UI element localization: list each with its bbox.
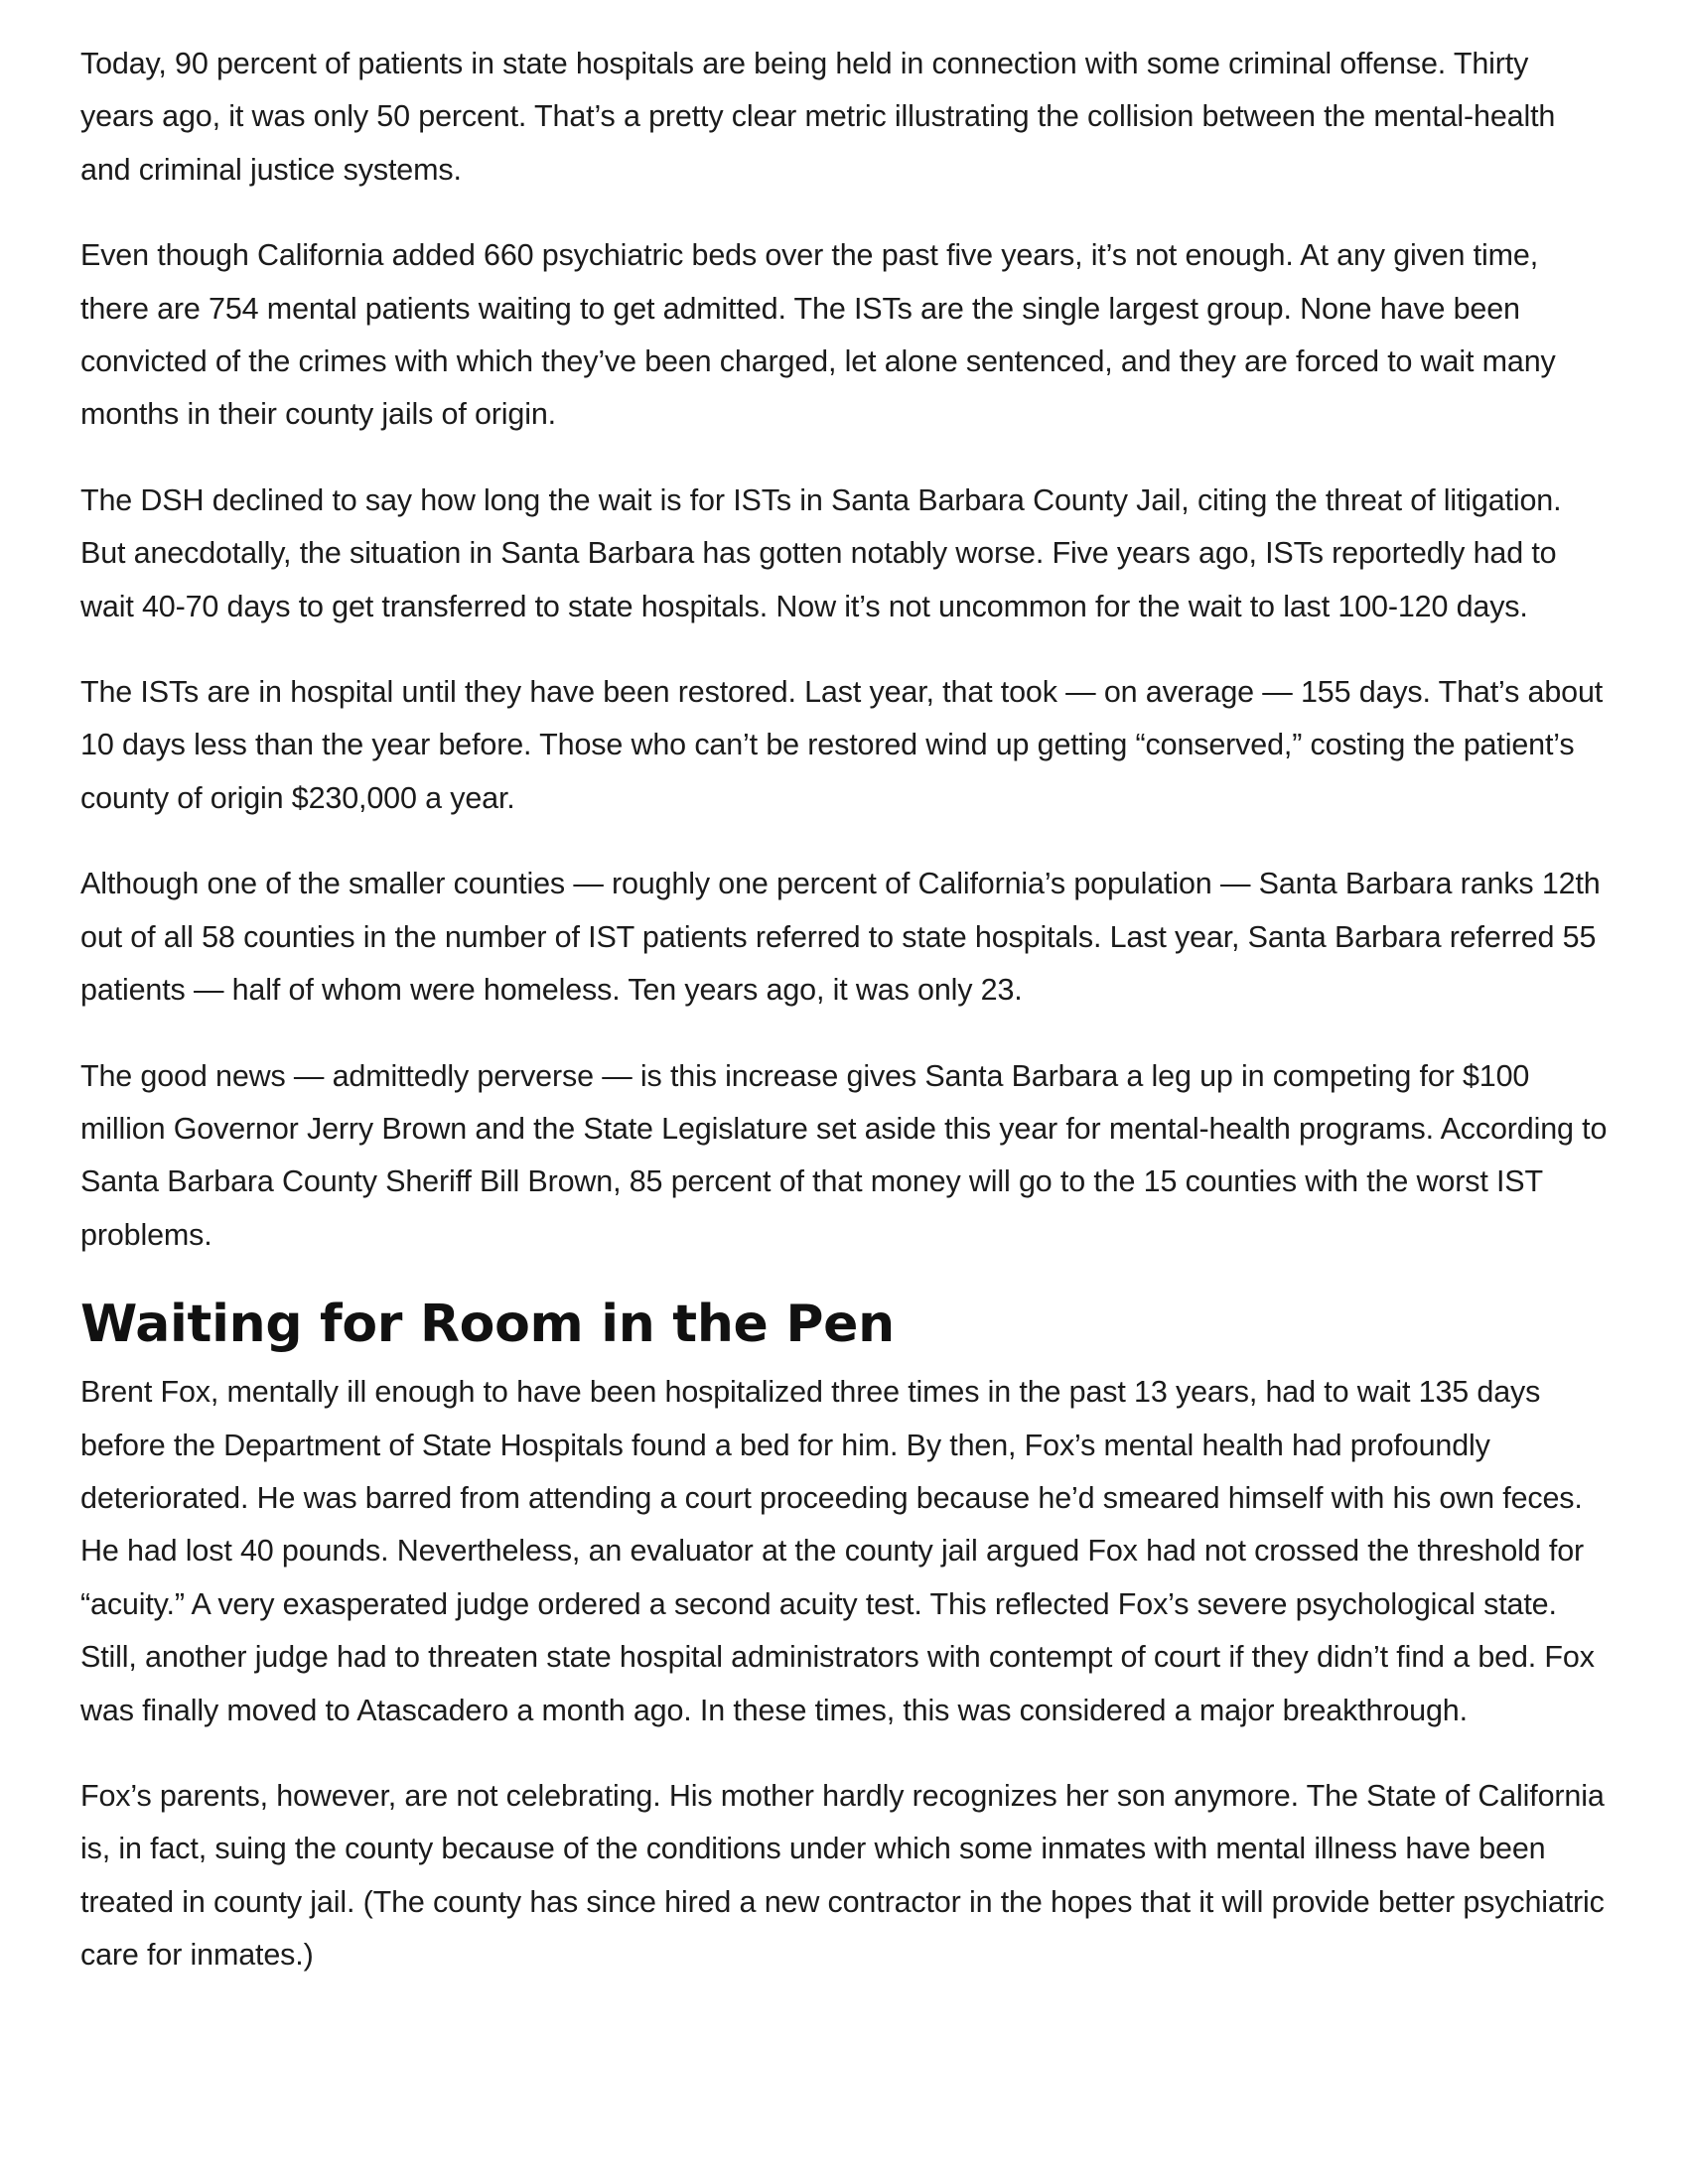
paragraph-dsh-wait-times: The DSH declined to say how long the wait is for ISTs in Santa Barbara County Jail, citing the threat of litigation. But anecdotally, the situation in Santa Barbara has gotten notably worse. Five years ago, ISTs reportedly had to wait 40-70 days to get transferred to state hospitals. Now it’s not uncommon for the wait to last 100-120 days. — [80, 482, 1562, 623]
paragraph-funding-news: The good news — admittedly perverse — is this increase gives Santa Barbara a leg up in competing for $100 million Governor Jerry Brown and the State Legislature set aside this year for mental-health programs. According to Santa Barbara County Sheriff Bill Brown, 85 percent of that money will go to the 15 counties with the worst IST problems. — [80, 1058, 1608, 1252]
paragraph-restoration-time: The ISTs are in hospital until they have been restored. Last year, that took — on average — 155 days. That’s about 10 days less than the year before. Those who can’t be restored wind up getting “conserved,” costing the patient’s county of origin $230,000 a year. — [80, 675, 1604, 815]
paragraph-fox-parents: Fox’s parents, however, are not celebrating. His mother hardly recognizes her son anymore. The State of California is, in fact, suing the county because of the conditions under which some inmates with mental illness have been treated in county jail. (The county has since hired a new contractor in the hopes that it will provide better psychiatric care for inmates.) — [80, 1778, 1605, 1973]
paragraph-county-ranking: Although one of the smaller counties — roughly one percent of California’s population — Santa Barbara ranks 12th out of all 58 counties in the number of IST patients referred to state hospitals. Last year, Santa Barbara referred 55 patients — half of whom were homeless. Ten years ago, it was only 23. — [80, 867, 1601, 1008]
paragraph-brent-fox: Brent Fox, mentally ill enough to have been hospitalized three times in the past 13 years, had to wait 135 days before the Department of State Hospitals found a bed for him. By then, Fox’s mental health had profoundly deteriorated. He was barred from attending a court proceeding because he’d smeared himself with his own feces. He had lost 40 pounds. Nevertheless, an evaluator at the county jail argued Fox had not crossed the threshold for “acuity.” A very exasperated judge ordered a second acuity test. This reflected Fox’s severe psychological state. Still, another judge had to threaten state hospital administrators with contempt of court if they didn’t find a bed. Fox was finally moved to Atascadero a month ago. In these times, this was considered a major breakthrough. — [80, 1375, 1595, 1727]
paragraph-psychiatric-beds: Even though California added 660 psychiatric beds over the past five years, it’s not enough. At any given time, there are 754 mental patients waiting to get admitted. The ISTs are the single largest group. None have been convicted of the crimes with which they’ve been charged, let alone sentenced, and they are forced to wait many months in their county jails of origin. — [80, 238, 1556, 432]
section-heading: Waiting for Room in the Pen — [80, 1295, 895, 1355]
article-page — [80, 38, 1610, 2015]
paragraph-state-hospital-patients: Today, 90 percent of patients in state hospitals are being held in connection with some criminal offense. Thirty years ago, it was only 50 percent. That’s a pretty clear metric illustrating the collision between the mental-health and criminal justice systems. — [80, 47, 1556, 187]
